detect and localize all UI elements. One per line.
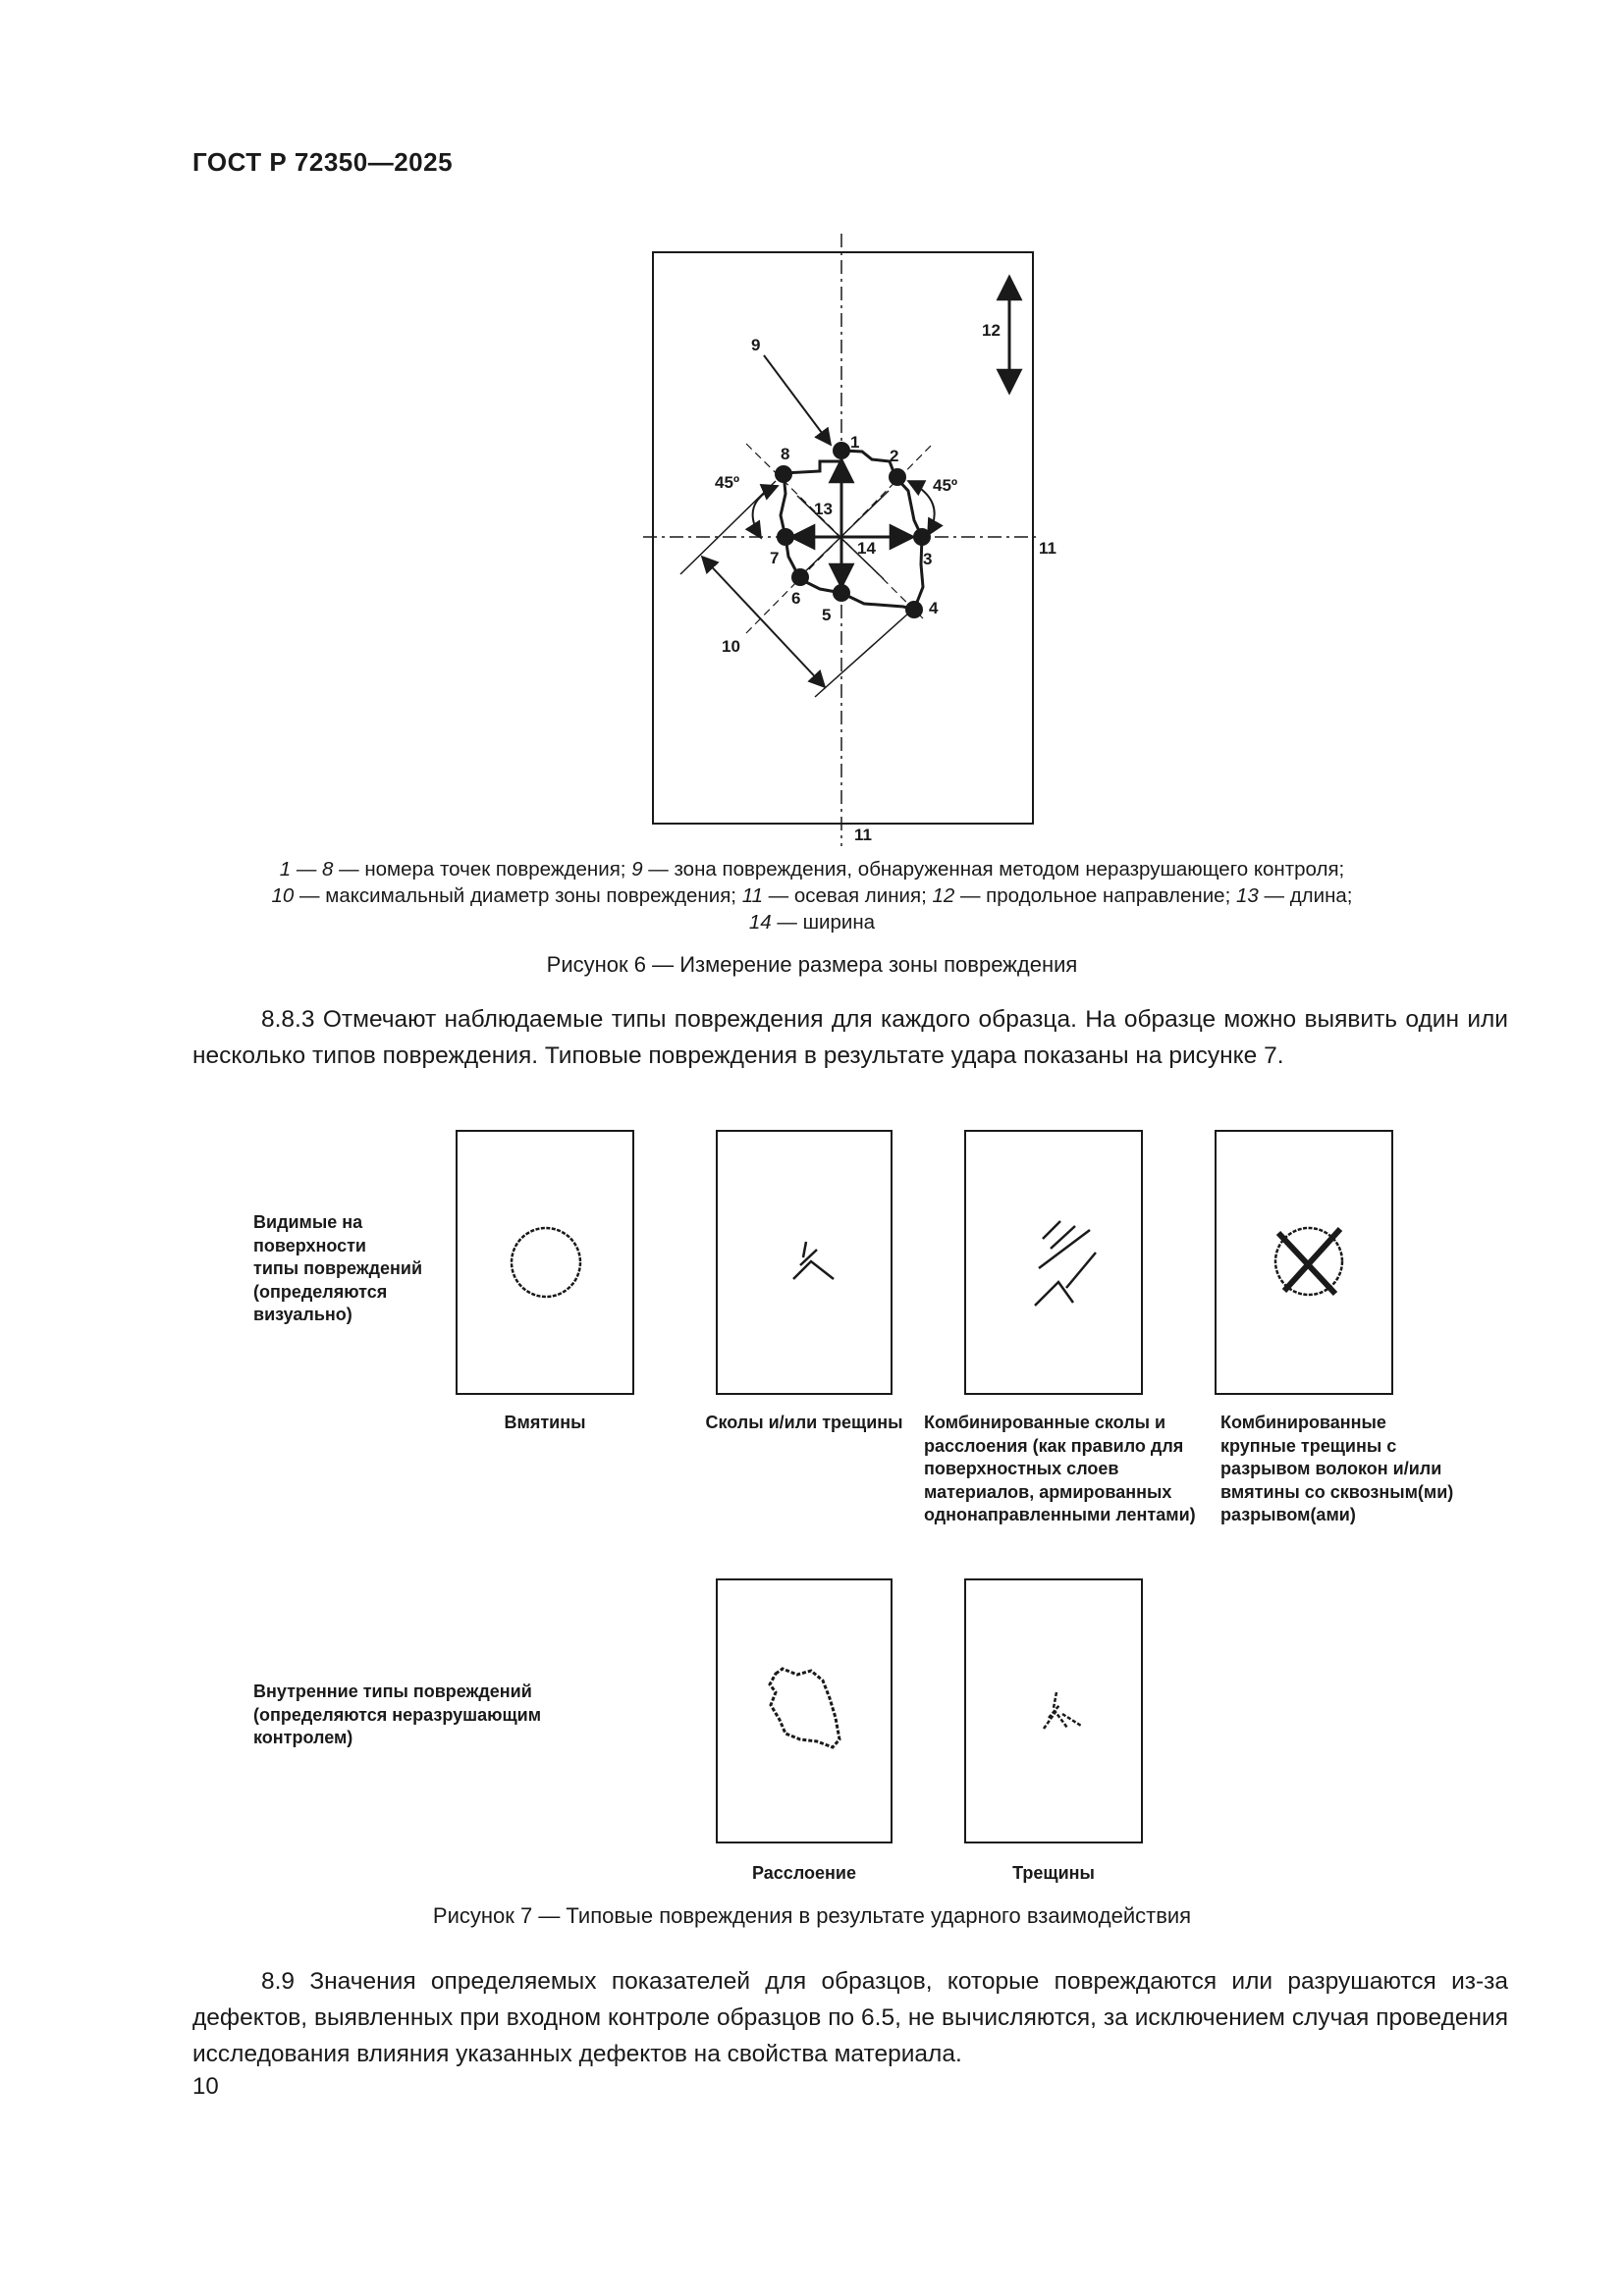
damage-point-5 <box>833 584 850 602</box>
panel-label-combined: Комбинированные сколы и расслоения (как правило для поверхностных слоев материалов, армированных однонаправленными лентами) <box>924 1413 1196 1524</box>
damage-point-1 <box>833 442 850 459</box>
label-point-4: 4 <box>929 599 939 617</box>
label-point-5: 5 <box>822 606 832 624</box>
label-width-14: 14 <box>857 539 876 558</box>
row-label-internal: Внутренние типы повреждений (определяются неразрушающим контролем) <box>253 1682 542 1747</box>
zone-pointer-arrow <box>764 355 831 445</box>
legend-line-1: 1 — 8 — номера точек повреждения; 9 — зона повреждения, обнаруженная методом неразрушающего контроля; <box>279 858 1345 881</box>
figure-7-caption: Рисунок 7 — Типовые повреждения в результате ударного взаимодействия <box>432 1903 1192 1928</box>
label-angle-right: 45º <box>933 476 958 495</box>
chip-mark <box>793 1242 834 1279</box>
paragraph-8-8-3: 8.8.3 Отмечают наблюдаемые типы повреждения для каждого образца. На образце можно выявить один или несколько типов повреждения. Типовые повреждения в результате удара показаны на рисунке 7. <box>192 1006 1508 1069</box>
angle-arc-left <box>753 486 778 538</box>
label-zone-9: 9 <box>751 336 761 354</box>
diameter-extension-2 <box>815 614 908 697</box>
label-point-2: 2 <box>890 447 899 465</box>
panel-label-combined-large: Комбинированные крупные трещины с разрывом волокон и/или вмятины со сквозным(ми) разрывом(ами) <box>1220 1413 1454 1524</box>
document-header: ГОСТ Р 72350—2025 <box>192 147 454 177</box>
panel-combined <box>965 1131 1142 1394</box>
label-diameter-10: 10 <box>722 637 740 656</box>
damage-point-8 <box>775 465 792 483</box>
row-label-visible: Видимые на поверхности типы повреждений (определяются визуально) <box>253 1212 423 1324</box>
label-angle-left: 45º <box>715 473 740 492</box>
combined-mark <box>1035 1221 1096 1306</box>
figure-6-caption: Рисунок 6 — Измерение размера зоны повреждения <box>546 952 1078 977</box>
legend-line-2: 10 — максимальный диаметр зоны повреждения; 11 — осевая линия; 12 — продольное направление; 13 — длина; <box>271 884 1353 907</box>
label-longitudinal-12: 12 <box>982 321 1001 340</box>
delamination-mark <box>770 1669 839 1747</box>
damage-point-6 <box>791 568 809 586</box>
legend-line-3: 14 — ширина <box>748 911 876 934</box>
panel-cracks <box>965 1579 1142 1842</box>
panel-label-chips: Сколы и/или трещины <box>705 1413 903 1432</box>
damage-point-2 <box>889 468 906 486</box>
damage-point-4 <box>905 601 923 618</box>
dent-mark <box>512 1228 580 1297</box>
damage-point-7 <box>777 528 794 546</box>
panel-label-dents: Вмятины <box>504 1413 586 1432</box>
damage-point-3 <box>913 528 931 546</box>
combined-large-mark <box>1275 1228 1342 1295</box>
panel-label-cracks: Трещины <box>1012 1863 1095 1883</box>
panel-delamination <box>717 1579 892 1842</box>
internal-cracks-mark <box>1044 1692 1081 1729</box>
label-point-7: 7 <box>770 549 780 567</box>
panel-dents <box>457 1131 633 1394</box>
label-length-13: 13 <box>814 500 833 518</box>
panel-combined-large <box>1216 1131 1392 1394</box>
panel-chips <box>717 1131 892 1394</box>
figure-6-diagram <box>0 0 1624 883</box>
figure-6-legend <box>177 856 1447 935</box>
page-number: 10 <box>192 2073 219 2100</box>
label-axis-11-right: 11 <box>1039 539 1056 558</box>
label-point-6: 6 <box>791 589 801 608</box>
label-axis-11-bottom: 11 <box>854 826 872 844</box>
panel-label-delamination: Расслоение <box>752 1863 856 1883</box>
paragraph-8-9: 8.9 Значения определяемых показателей для образцов, которые повреждаются или разрушаются из-за дефектов, выявленных при входном контроле образцов по 6.5, не вычисляются, за исключением случая проведения исследования влияния указанных дефектов на свойства материала. <box>192 1968 1508 2067</box>
label-point-1: 1 <box>850 433 860 452</box>
label-point-3: 3 <box>923 550 933 568</box>
label-point-8: 8 <box>781 445 790 463</box>
